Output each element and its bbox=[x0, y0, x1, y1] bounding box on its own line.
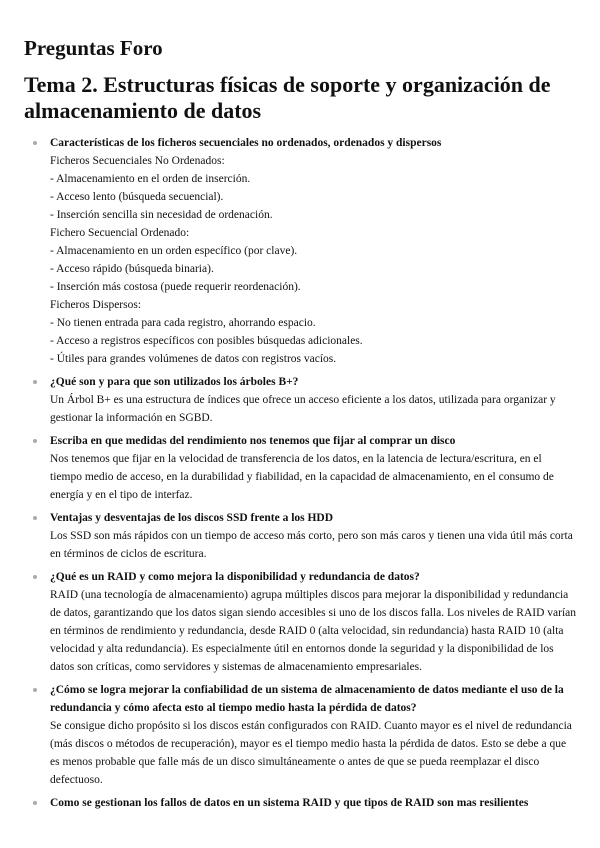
bullet-icon bbox=[33, 516, 37, 520]
answer-text: Se consigue dicho propósito si los discos están configurados con RAID. Cuanto mayor es el nivel de redundancia (más discos o métodos de recuperación), mayor es el tiempo medio hasta la pérdida de datos. Esto se debe a que es menos probable que falle más de un disco simultáneamente o antes de que se pueda reemplazar el disco defectuoso. bbox=[50, 720, 572, 786]
question-text: Escriba en que medidas del rendimiento nos tenemos que fijar al comprar un disco bbox=[50, 435, 456, 447]
question-text: ¿Cómo se logra mejorar la confiabilidad de un sistema de almacenamiento de datos mediante el uso de la redundancia y cómo afecta esto al tiempo medio hasta la pérdida de datos? bbox=[50, 684, 564, 714]
bullet-icon bbox=[33, 380, 37, 384]
bullet-icon bbox=[33, 141, 37, 145]
question-text: Características de los ficheros secuenciales no ordenados, ordenados y dispersos bbox=[50, 137, 442, 149]
list-item bbox=[50, 134, 576, 368]
answer-text: Los SSD son más rápidos con un tiempo de acceso más corto, pero son más caros y tienen una vida útil más corta en términos de ciclos de escritura. bbox=[50, 530, 573, 560]
list-item bbox=[50, 432, 576, 504]
question-text: Ventajas y desventajas de los discos SSD frente a los HDD bbox=[50, 512, 334, 524]
answer-text: RAID (una tecnología de almacenamiento) agrupa múltiples discos para mejorar la disponibilidad y redundancia de datos, garantizando que los datos sigan siendo accesibles si uno de los discos falla. Los niveles de RAID varían en términos de rendimiento y redundancia, desde RAID 0 (alta velocidad, sin redundancia) hasta RAID 10 (alta velocidad y alta redundancia). Es especialmente útil en entornos donde la seguridad y la disponibilidad de los datos son críticas, como servidores y sistemas de almacenamiento empresariales. bbox=[50, 589, 576, 673]
bullet-icon bbox=[33, 439, 37, 443]
list-item bbox=[50, 373, 576, 427]
list-item bbox=[50, 681, 576, 789]
question-text: Como se gestionan los fallos de datos en un sistema RAID y que tipos de RAID son mas resilientes bbox=[50, 797, 529, 809]
question-text: ¿Qué es un RAID y como mejora la disponibilidad y redundancia de datos? bbox=[50, 571, 420, 583]
bullet-icon bbox=[33, 575, 37, 579]
question-list bbox=[24, 134, 576, 812]
question-text: ¿Qué son y para que son utilizados los árboles B+? bbox=[50, 376, 299, 388]
document-title: Preguntas Foro bbox=[24, 36, 163, 60]
answer-text: Nos tenemos que fijar en la velocidad de transferencia de los datos, en la latencia de lectura/escritura, en el tiempo medio de acceso, en la durabilidad y fiabilidad, en la capacidad de almacenamiento, en el consumo de energía y en el tipo de interfaz. bbox=[50, 453, 554, 501]
list-item bbox=[50, 568, 576, 676]
answer-text: Ficheros Secuenciales No Ordenados: - Almacenamiento en el orden de inserción. - Acceso lento (búsqueda secuencial). - Inserción sencilla sin necesidad de ordenación. Fichero Secuencial Ordenado: - Almacenamiento en un orden específico (por clave). - Acceso rápido (búsqueda binaria). - Inserción más costosa (puede requerir reordenación). Ficheros Dispersos: - No tienen entrada para cada registro, ahorrando espacio. - Acceso a registros específicos con posibles búsquedas adicionales. - Útiles para grandes volúmenes de datos con registros vacíos. bbox=[50, 155, 363, 365]
list-item bbox=[50, 509, 576, 563]
list-item bbox=[50, 794, 576, 812]
bullet-icon bbox=[33, 688, 37, 692]
topic-title: Tema 2. Estructuras físicas de soporte y organización de almacenamiento de datos bbox=[24, 72, 551, 123]
answer-text: Un Árbol B+ es una estructura de índices que ofrece un acceso eficiente a los datos, utilizada para organizar y gestionar la información en SGBD. bbox=[50, 394, 556, 424]
bullet-icon bbox=[33, 801, 37, 805]
